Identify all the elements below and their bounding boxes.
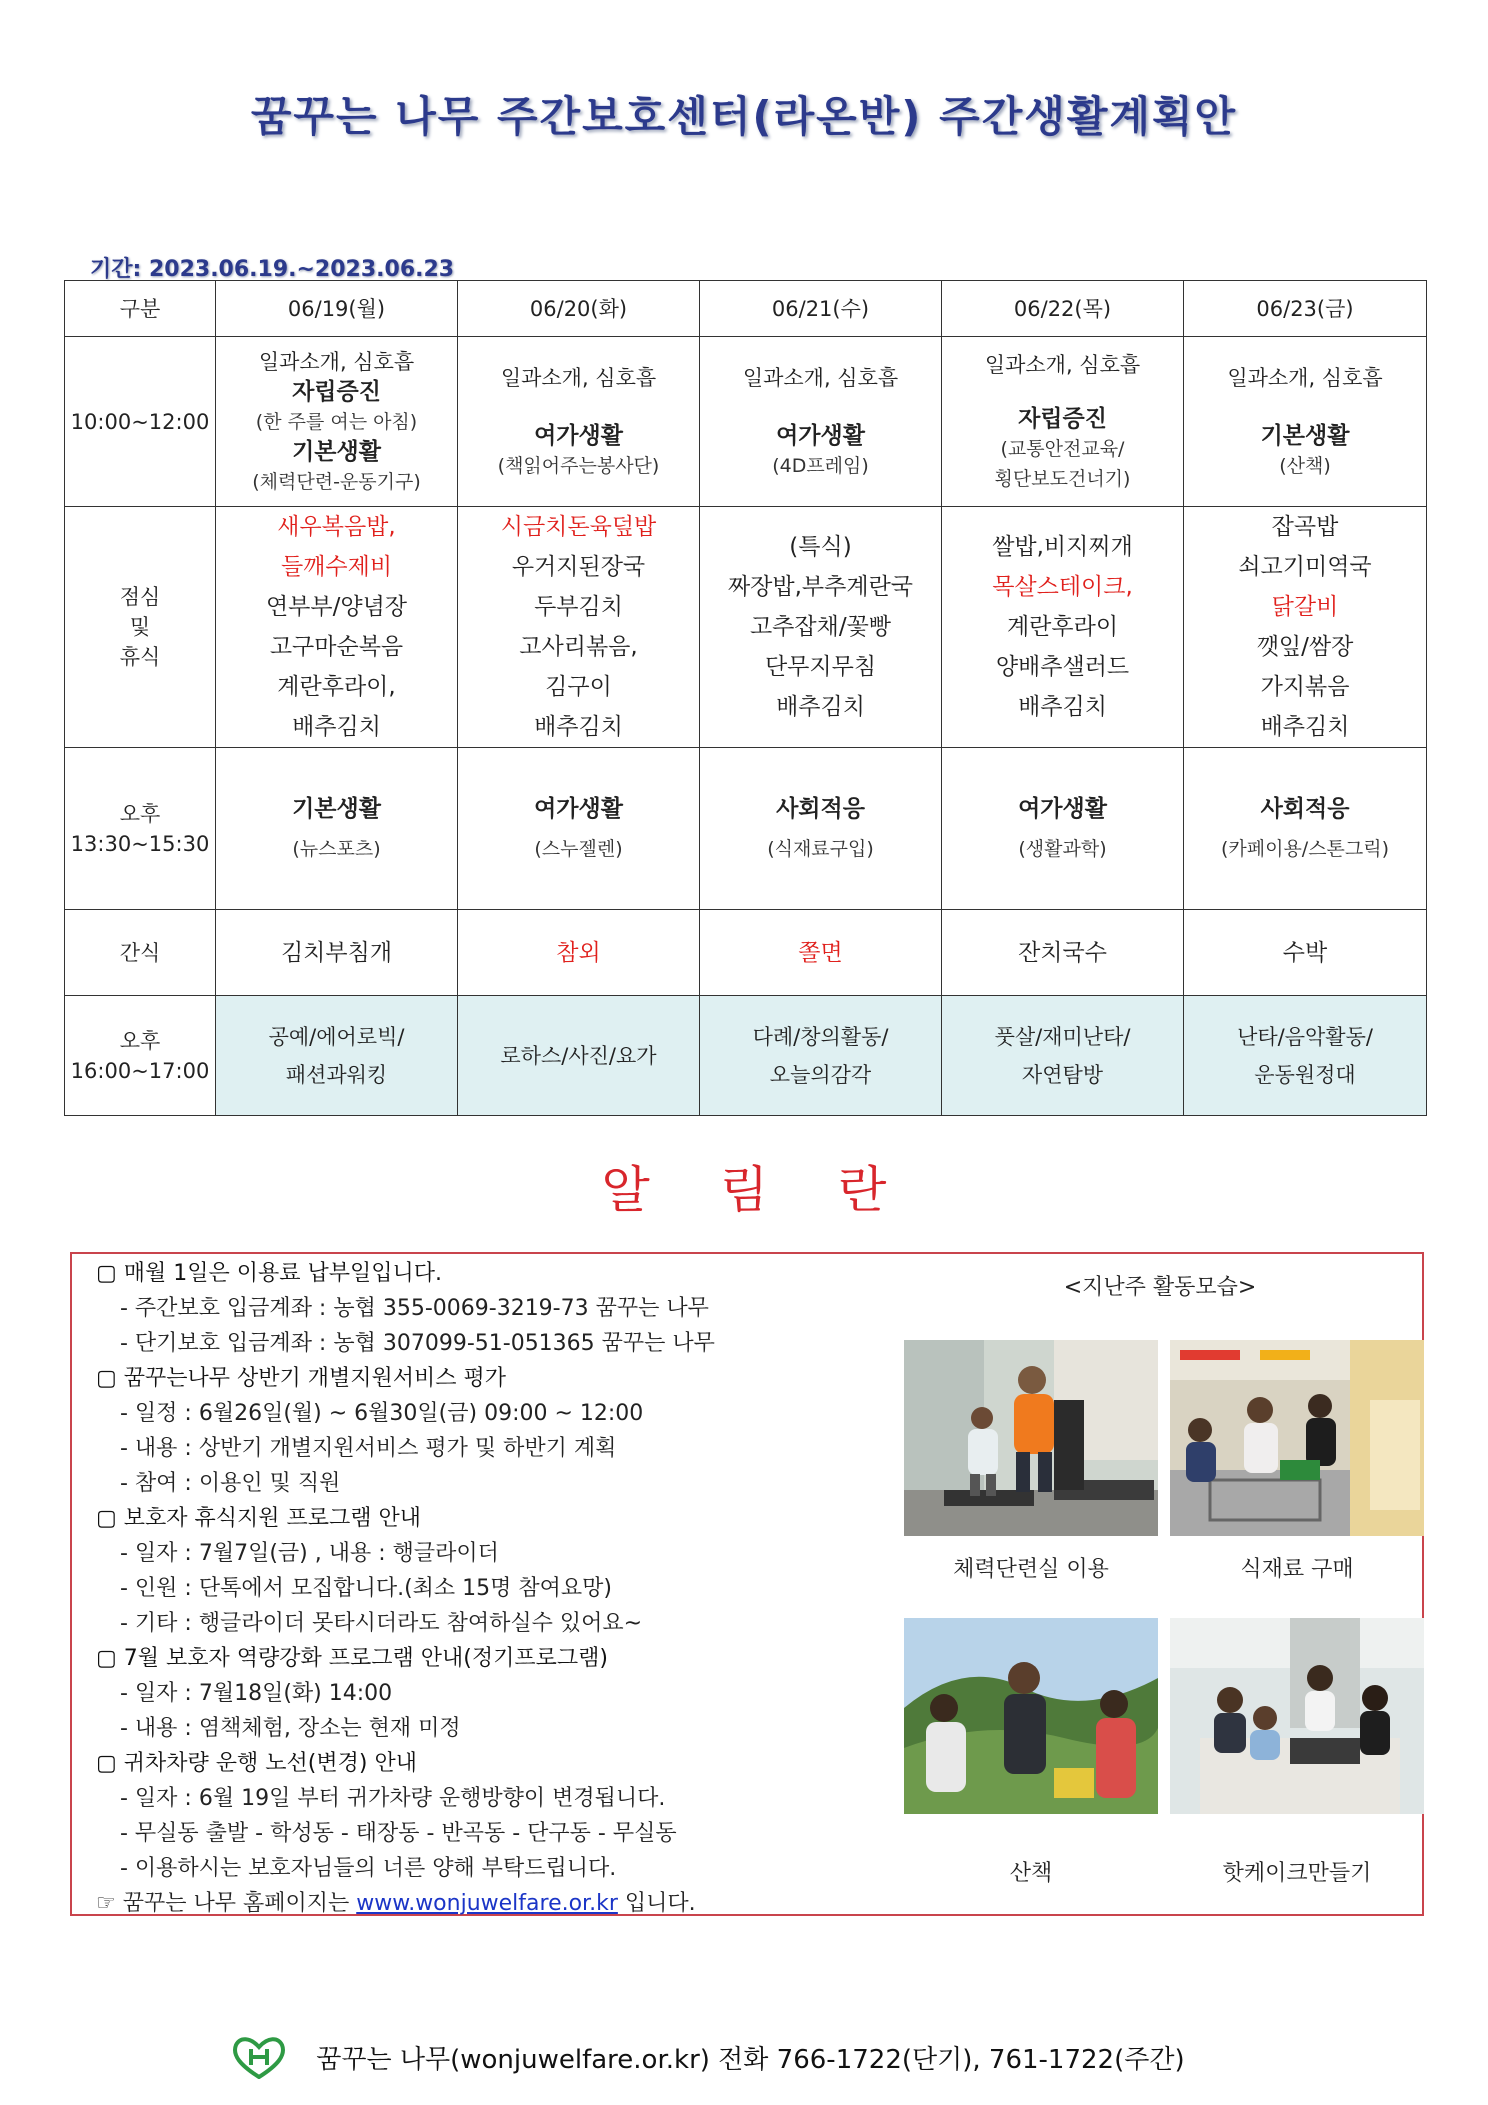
notice-title: 알림란 bbox=[601, 1161, 957, 1219]
photo-pancake bbox=[1170, 1618, 1424, 1814]
cell-line: 일과소개, 심호흡 bbox=[1227, 365, 1383, 390]
lunch-row bbox=[65, 507, 1427, 748]
menu-item: 깻잎/쌈장 bbox=[1256, 634, 1354, 660]
cell-line: 다례/창의활동/ bbox=[752, 1024, 889, 1049]
notice-detail: - 내용 : 염책체험, 장소는 현재 미정 bbox=[120, 1716, 461, 1741]
cell-line: (카페이용/스톤그릭) bbox=[1220, 837, 1390, 860]
cell-line: (체력단련-운동기구) bbox=[252, 470, 421, 493]
menu-item: 고구마순복음 bbox=[269, 634, 404, 660]
cell-line: (한 주를 여는 아침) bbox=[255, 410, 418, 433]
cell-line: (4D프레임) bbox=[772, 454, 869, 477]
cell-line: 자연탐방 bbox=[1021, 1062, 1104, 1087]
notice-detail: - 내용 : 상반기 개별지원서비스 평가 및 하반기 계획 bbox=[120, 1436, 617, 1461]
notice-detail: - 일자 : 6월 19일 부터 귀가차량 운행방향이 변경됩니다. bbox=[120, 1786, 666, 1811]
menu-item: 배추김치 bbox=[1018, 694, 1107, 720]
menu-item: 배추김치 bbox=[776, 694, 865, 720]
cell-line: 사회적응 bbox=[1260, 795, 1350, 822]
menu-item: 두부김치 bbox=[534, 594, 623, 620]
cell-line: 오늘의감각 bbox=[769, 1062, 872, 1087]
snack-row bbox=[65, 910, 1427, 996]
cell-line: 여가생활 bbox=[776, 422, 865, 449]
morning-cell-fri bbox=[1184, 337, 1427, 507]
late-cell-wed bbox=[700, 996, 942, 1116]
cell-line: 일과소개, 심호흡 bbox=[742, 365, 899, 390]
notice-detail: - 참여 : 이용인 및 직원 bbox=[120, 1471, 341, 1496]
row-label bbox=[65, 748, 216, 910]
notice-heading: ▢ 7월 보호자 역량강화 프로그램 안내(정기프로그램) bbox=[96, 1646, 608, 1671]
notice-detail: - 이용하시는 보호자님들의 너른 양해 부탁드립니다. bbox=[120, 1856, 617, 1881]
cell-line: (책읽어주는봉사단) bbox=[497, 454, 660, 477]
cell-line: 사회적응 bbox=[776, 795, 865, 822]
menu-item: 가지볶음 bbox=[1260, 674, 1350, 700]
cell-line: 풋살/재미난타/ bbox=[994, 1024, 1131, 1049]
menu-item: 연부부/양념장 bbox=[265, 594, 408, 620]
cell-line: (뉴스포츠) bbox=[292, 837, 381, 860]
cell-line: 및 bbox=[129, 615, 151, 639]
row-label bbox=[65, 996, 216, 1116]
afternoon-cell-fri bbox=[1184, 748, 1427, 910]
afternoon-cell-wed bbox=[700, 748, 942, 910]
notice-detail: - 단기보호 입금계좌 : 농협 307099-51-051365 꿈꾸는 나무 bbox=[120, 1331, 715, 1356]
header-cell: 06/23(금) bbox=[1184, 281, 1427, 337]
header-cell: 06/20(화) bbox=[458, 281, 700, 337]
cell-line: 자립증진 bbox=[292, 378, 381, 405]
notice-detail: - 일정 : 6월26일(월) ~ 6월30일(금) 09:00 ~ 12:00 bbox=[120, 1401, 644, 1426]
cell-line: 휴식 bbox=[119, 645, 161, 669]
homepage-prefix: ☞ 꿈꾸는 나무 홈페이지는 bbox=[96, 1891, 350, 1916]
cell-line: 16:00~17:00 bbox=[70, 1058, 210, 1083]
snack-cell: 쫄면 bbox=[700, 910, 942, 996]
snack-cell: 김치부침개 bbox=[216, 910, 458, 996]
header-cell: 06/19(월) bbox=[216, 281, 458, 337]
photos-title: <지난주 활동모습> bbox=[1063, 1275, 1257, 1300]
footer bbox=[230, 2035, 1185, 2086]
morning-row bbox=[65, 337, 1427, 507]
photo-caption: 식재료 구매 bbox=[1240, 1557, 1354, 1582]
snack-cell: 잔치국수 bbox=[942, 910, 1184, 996]
afternoon-cell-mon bbox=[216, 748, 458, 910]
cell-line: 운동원정대 bbox=[1254, 1062, 1356, 1087]
cell-line: (식재료구입) bbox=[767, 837, 874, 860]
afternoon-cell-thu bbox=[942, 748, 1184, 910]
photo-grocery bbox=[1170, 1340, 1424, 1536]
morning-cell-tue bbox=[458, 337, 700, 507]
menu-item: 목살스테이크, bbox=[992, 574, 1133, 600]
menu-item: 들깨수제비 bbox=[280, 554, 393, 580]
menu-item: 짜장밥,부추계란국 bbox=[727, 574, 914, 600]
menu-item: (특식) bbox=[789, 534, 852, 560]
cell-line: 오후 bbox=[119, 1028, 161, 1053]
weekly-plan-table bbox=[64, 280, 1427, 1116]
afternoon-cell-tue bbox=[458, 748, 700, 910]
menu-item: 김구이 bbox=[545, 674, 612, 700]
lunch-cell-thu bbox=[942, 507, 1184, 748]
cell-line: 여가생활 bbox=[534, 422, 623, 449]
notice-detail: - 무실동 출발 - 학성동 - 태장동 - 반곡동 - 단구동 - 무실동 bbox=[120, 1821, 677, 1846]
cell-line: 로하스/사진/요가 bbox=[500, 1043, 657, 1068]
menu-item: 고추잡채/꽃빵 bbox=[749, 614, 892, 640]
menu-item: 단무지무침 bbox=[764, 654, 877, 680]
menu-item: 배추김치 bbox=[1260, 714, 1350, 740]
cell-line: 기본생활 bbox=[292, 795, 381, 822]
morning-cell-wed bbox=[700, 337, 942, 507]
photo-caption: 체력단련실 이용 bbox=[953, 1557, 1109, 1582]
lunch-cell-mon bbox=[216, 507, 458, 748]
period-label: 기간: 2023.06.19.~2023.06.23 bbox=[90, 257, 455, 282]
menu-item: 양배추샐러드 bbox=[995, 654, 1130, 680]
notice-heading: ▢ 귀차차량 운행 노선(변경) 안내 bbox=[96, 1751, 417, 1776]
notice-heading: ▢ 꿈꾸는나무 상반기 개별지원서비스 평가 bbox=[96, 1366, 507, 1391]
cell-line: (산책) bbox=[1279, 454, 1331, 477]
morning-cell-mon bbox=[216, 337, 458, 507]
cell-line: 자립증진 bbox=[1018, 405, 1107, 432]
menu-item: 닭갈비 bbox=[1271, 594, 1339, 620]
cell-line: 공예/에어로빅/ bbox=[268, 1024, 405, 1049]
lunch-cell-wed bbox=[700, 507, 942, 748]
cell-line: 기본생활 bbox=[1260, 422, 1350, 449]
notice-list bbox=[96, 1256, 876, 1921]
menu-item: 시금치돈육덮밥 bbox=[500, 514, 657, 540]
row-label bbox=[65, 507, 216, 748]
late-row bbox=[65, 996, 1427, 1116]
afternoon-row bbox=[65, 748, 1427, 910]
homepage-line bbox=[96, 1886, 876, 1921]
photo-caption: 산책 bbox=[1009, 1861, 1053, 1886]
menu-item: 계란후라이, bbox=[277, 674, 396, 700]
homepage-suffix: 입니다. bbox=[624, 1891, 696, 1916]
snack-cell: 수박 bbox=[1184, 910, 1427, 996]
menu-item: 계란후라이 bbox=[1006, 614, 1119, 640]
cell-line: 오후 bbox=[119, 801, 161, 826]
menu-item: 새우복음밥, bbox=[277, 514, 396, 540]
cell-line: 일과소개, 심호흡 bbox=[984, 352, 1141, 377]
photo-caption: 핫케이크만들기 bbox=[1222, 1861, 1372, 1886]
late-cell-tue bbox=[458, 996, 700, 1116]
homepage-link[interactable]: www.wonjuwelfare.or.kr bbox=[356, 1891, 618, 1916]
page-title: 꿈꾸는 나무 주간보호센터(라온반) 주간생활계획안 bbox=[250, 92, 1238, 141]
photo-walk bbox=[904, 1618, 1158, 1814]
header-row bbox=[65, 281, 1427, 337]
footer-text: 꿈꾸는 나무(wonjuwelfare.or.kr) 전화 766-1722(단기), 761-1722(주간) bbox=[316, 2045, 1185, 2075]
cell-line: 여가생활 bbox=[1018, 795, 1107, 822]
cell-line: 13:30~15:30 bbox=[70, 831, 210, 856]
menu-item: 잡곡밥 bbox=[1271, 514, 1339, 540]
menu-item: 쇠고기미역국 bbox=[1238, 554, 1372, 580]
lunch-cell-fri bbox=[1184, 507, 1427, 748]
row-label: 간식 bbox=[65, 910, 216, 996]
menu-item: 우거지된장국 bbox=[511, 554, 646, 580]
menu-item: 배추김치 bbox=[292, 714, 381, 740]
notice-detail: - 인원 : 단톡에서 모집합니다.(최소 15명 참여요망) bbox=[120, 1576, 613, 1601]
cell-line: 일과소개, 심호흡 bbox=[500, 365, 657, 390]
cell-line: 패션과워킹 bbox=[285, 1062, 388, 1087]
header-cell: 06/22(목) bbox=[942, 281, 1184, 337]
notice-detail: - 일자 : 7월18일(화) 14:00 bbox=[120, 1681, 393, 1706]
notice-detail: - 주간보호 입금계좌 : 농협 355-0069-3219-73 꿈꾸는 나무 bbox=[120, 1296, 709, 1321]
cell-line: (교통안전교육/ bbox=[1000, 437, 1125, 460]
notice-detail: - 일자 : 7월7일(금) , 내용 : 행글라이더 bbox=[120, 1541, 499, 1566]
cell-line: 점심 bbox=[119, 585, 161, 609]
cell-line: 난타/음악활동/ bbox=[1237, 1024, 1373, 1049]
header-cell: 구분 bbox=[65, 281, 216, 337]
menu-item: 배추김치 bbox=[534, 714, 623, 740]
notice-detail: - 기타 : 행글라이더 못타시더라도 참여하실수 있어요~ bbox=[120, 1611, 643, 1636]
lunch-cell-tue bbox=[458, 507, 700, 748]
row-label: 10:00~12:00 bbox=[65, 337, 216, 507]
cell-line: (생활과학) bbox=[1018, 837, 1107, 860]
late-cell-mon bbox=[216, 996, 458, 1116]
menu-item: 고사리볶음, bbox=[519, 634, 638, 660]
menu-item: 쌀밥,비지찌개 bbox=[992, 534, 1133, 560]
cell-line: (스누젤렌) bbox=[534, 837, 623, 860]
cell-line: 횡단보도건너기) bbox=[994, 467, 1131, 490]
header-cell: 06/21(수) bbox=[700, 281, 942, 337]
late-cell-thu bbox=[942, 996, 1184, 1116]
cell-line: 일과소개, 심호흡 bbox=[258, 349, 415, 374]
snack-cell: 참외 bbox=[458, 910, 700, 996]
late-cell-fri bbox=[1184, 996, 1427, 1116]
morning-cell-thu bbox=[942, 337, 1184, 507]
notice-heading: ▢ 보호자 휴식지원 프로그램 안내 bbox=[96, 1506, 422, 1531]
photo-gym bbox=[904, 1340, 1158, 1536]
cell-line: 여가생활 bbox=[534, 795, 623, 822]
tree-logo-icon bbox=[230, 2035, 288, 2086]
notice-heading: ▢ 매월 1일은 이용료 납부일입니다. bbox=[96, 1261, 443, 1286]
cell-line: 기본생활 bbox=[292, 438, 381, 465]
